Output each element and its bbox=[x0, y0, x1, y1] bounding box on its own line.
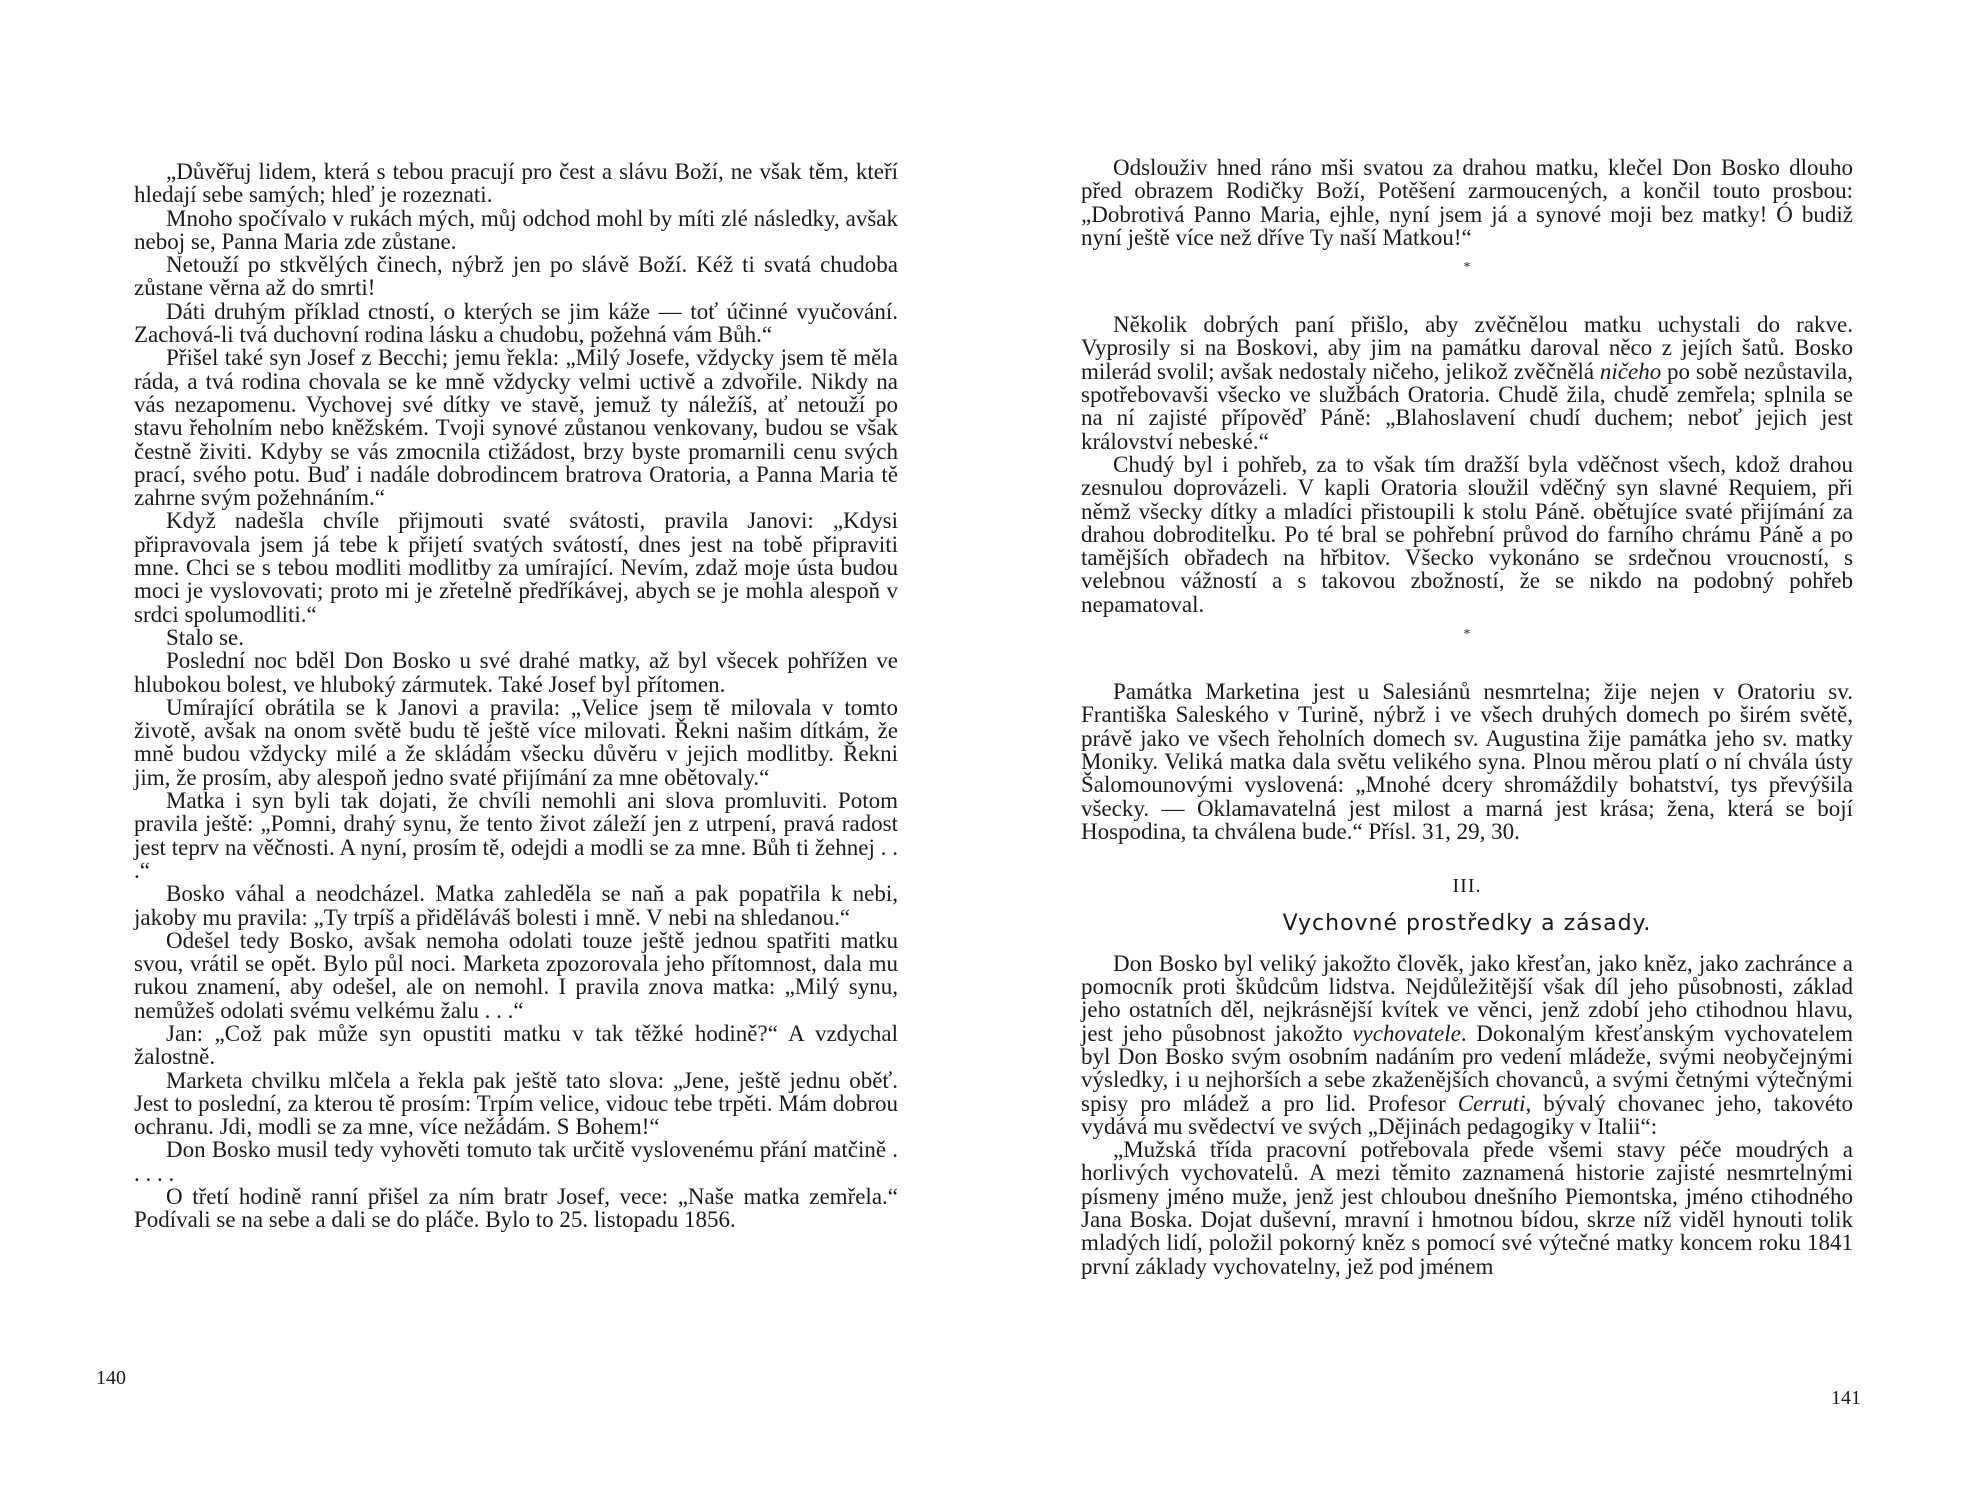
paragraph: Matka i syn byli tak dojati, že chvíli nemohli ani slova promluviti. Potom pravila ještě: „Pomni, drahý synu, že tento život záleží jen z utrpení, pravá radost jest teprv na věčnosti. A nyní, prosím tě, odejdi a modli se za mne. Bůh ti žehnej . . .“ bbox=[134, 788, 898, 883]
paragraph: Chudý byl i pohřeb, za to však tím dražší byla vděčnost všech, kdož drahou zesnulou doprovázeli. V kapli Oratoria sloužil vděčný syn slavné Requiem, při němž všecky dítky a mladíci přistoupili k stolu Páně. obětujíce svaté přijímání za drahou dobroditelku. Po té bral se pohřební průvod do farního chrámu Páně a po tamějších obřadech na hřbitov. Všecko vykonáno se srdečnou vroucností, s velebnou vážností a s takovou zbožností, že se nikdo na podobný pohřeb nepamatoval. bbox=[1081, 451, 1853, 617]
right-text-block bbox=[1081, 156, 1853, 1278]
paragraph: Marketa chvilku mlčela a řekla pak ještě tato slova: „Jene, ještě jednu oběť. Jest to poslední, za kterou tě prosím: Trpím velice, vidouc tebe trpěti. Mám dobrou ochranu. Jdi, modli se za mne, více nežádám. S Bohem!“ bbox=[134, 1067, 898, 1140]
paragraph: Jan: „Což pak může syn opustiti matku v tak těžké hodině?“ A vzdychal žalostně. bbox=[134, 1020, 898, 1070]
chapter-title: Vychovné prostředky a zásady. bbox=[1282, 911, 1652, 937]
paragraph: Přišel také syn Josef z Becchi; jemu řekla: „Milý Josefe, vždycky jsem tě měla ráda, a tvá rodina chovala se ke mně vždycky velmi uctivě a zdvořile. Nikdy na vás nezapomenu. Vychovej své dítky ve stavě, jemuž ty náležíš, ať netouží po stavu řeholním nebo kněžském. Tvoji synové zůstanou venkovany, budou se však čestně živiti. Kdyby se vás zmocnila ctižádost, brzy byste promarnili cenu svých prací, svého potu. Buď i nadále dobrodincem bratrova Oratoria, a Panna Maria tě zahrne svým požehnáním.“ bbox=[134, 345, 898, 511]
paragraph: „Mužská třída pracovní potřebovala přede všemi stavy péče moudrých a horlivých vychovatelů. A mezi těmito zaznamená historie zajisté nesmrtelnými písmeny jméno muže, jenž jest chloubou dnešního Piemontska, jméno ctihodného Jana Boska. Dojat duševní, mravní i hmotnou bídou, skrze níž viděl hynouti tolik mladých lidí, položil pokorný kněz s pomocí své výtečné matky koncem roku 1841 první základy vychovatelny, jež pod jménem bbox=[1081, 1137, 1853, 1279]
paragraph: Bosko váhal a neodcházel. Matka zahleděla se naň a pak popatřila k nebi, jakoby mu pravila: „Ty trpíš a přiděláváš bolesti i mně. V nebi na shledanou.“ bbox=[134, 881, 898, 930]
paragraph: Když nadešla chvíle přijmouti svaté svátosti, pravila Janovi: „Kdysi připravovala jsem já tebe k přijetí svatých svátostí, dnes jest na tobě připraviti mne. Chci se s tebou modliti modlitby za umírající. Nevím, zdaž moje ústa budou moci je vyslovovati; proto mi je zřetelně předříkávej, abych se je mohla alespoň v srdci spolumodliti.“ bbox=[134, 508, 898, 627]
paragraph: Památka Marketina jest u Salesiánů nesmrtelna; žije nejen v Oratoriu sv. Františka Saleského v Turině, nýbrž i ve všech druhých domech po širém světě, právě jako ve všech řeholních domech sv. Augustina žije památka jeho sv. matky Moniky. Veliká matka dala světu velikého syna. Plnou měrou platí o ní chvála ústy Šalomounovými vyslovená: „Mnohé dcery shromáždily bohatství, tys převýšila všecky. — Oklamavatelná jest milost a marná jest krása; žena, která se bojí Hospodina, ta chválena bude.“ Přísl. 31, 29, 30. bbox=[1081, 679, 1853, 844]
paragraph: Don Bosko musil tedy vyhověti tomuto tak určitě vyslovenému přání matčině . . . . . bbox=[134, 1137, 898, 1186]
paragraph: „Důvěřuj lidem, která s tebou pracují pro čest a slávu Boží, ne však těm, kteří hledají sebe samých; hleď je rozeznati. bbox=[134, 159, 898, 208]
text-run: Několik dobrých paní přišlo, aby zvěčnělou matku uchystali do rakve. Vyprosily si na Boskovi, aby jim na památku daroval něco z jejích šatů. Bosko milerád svolil; avšak nedostaly ničeho, jelikož zvěčnělá bbox=[1081, 312, 1853, 384]
paragraph: Netouží po stkvělých činech, nýbrž jen po slávě Boží. Kéž ti svatá chudoba zůstane věrna až do smrti! bbox=[134, 252, 898, 301]
left-text-block bbox=[134, 160, 898, 1232]
emphasis: Cerruti bbox=[1457, 1090, 1526, 1116]
text-run: po sobě nezůstavila, spotřebovavši všecko ve službách Oratoria. Chudě žila, chudě zemřela; splnila se na ní zajisté přípověď Páně: „Blahoslavení chudí duchem; neboť jejich jest království nebeské.“ bbox=[1081, 358, 1853, 454]
paragraph bbox=[1081, 952, 1853, 1138]
text-run: Don Bosko byl veliký jakožto člověk, jako křesťan, jako kněz, jako zachránce a pomocník proti škůdcům lidstva. Nejdůležitější však díl jeho působnosti, základ jeho ostatních děl, nejkrásnější kvítek ve věnci, jenž zdobí jeho ctihodnou hlavu, jest jeho působnost jakožto bbox=[1081, 950, 1853, 1046]
text-run: , bývalý chovanec jeho, takovéto vydává mu svědectví ve svých „Dějinách pedagogiky v Italii“: bbox=[1081, 1090, 1853, 1139]
emphasis: ničeho bbox=[1599, 358, 1662, 384]
page-number-right: 141 bbox=[1831, 1387, 1861, 1409]
emphasis: vychovatele bbox=[1352, 1020, 1461, 1046]
paragraph: Poslední noc bděl Don Bosko u své drahé matky, až byl všecek pohřížen ve hlubokou bolest, ve hluboký zármutek. Také Josef byl přítomen. bbox=[134, 648, 898, 697]
section-separator: * bbox=[1463, 260, 1471, 276]
paragraph: Mnoho spočívalo v rukách mých, můj odchod mohl by míti zlé následky, avšak neboj se, Panna Maria zde zůstane. bbox=[134, 205, 898, 254]
section-separator: * bbox=[1463, 627, 1471, 643]
right-page bbox=[993, 0, 1986, 1501]
paragraph: Umírající obrátila se k Janovi a pravila: „Velice jsem tě milovala v tomto životě, avšak na onom světě budu tě ještě více milovati. Řekni našim dítkám, že mně budou vždycky milé a že skládám všecku důvěru v jejich modlitby. Řekni jim, že prosím, aby alespoň jedno svaté přijímání za mne obětovaly.“ bbox=[134, 694, 898, 790]
paragraph: O třetí hodině ranní přišel za ním bratr Josef, vece: „Naše matka zemřela.“ Podívali se na sebe a dali se do pláče. Bylo to 25. listopadu 1856. bbox=[134, 1184, 898, 1233]
text-run: . Dokonalým křesťanským vychovatelem byl Don Bosko svým osobním nadáním pro vedení mládeže, svými neobyčejnými výsledky, i u nejhorších a sebe zkaženějších chovanců, a svými četnými výtečnými spisy pro mládež a pro lid. Profesor bbox=[1081, 1020, 1853, 1116]
paragraph: Dáti druhým příklad ctností, o kterých se jim káže — toť účinné vyučování. Zachová-li tvá duchovní rodina lásku a chudobu, požehná vám Bůh.“ bbox=[134, 298, 898, 348]
page-number-left: 140 bbox=[96, 1367, 126, 1389]
paragraph bbox=[1081, 313, 1853, 453]
chapter-number: III. bbox=[1452, 875, 1482, 898]
paragraph: Stalo se. bbox=[166, 624, 244, 650]
paragraph: Odešel tedy Bosko, avšak nemoha odolati touze ještě jednou spatřiti matku svou, vrátil se opět. Bylo půl noci. Marketa zpozorovala jeho přítomnost, dala mu rukou znamení, aby odešel, ale on nemohl. I pravila znova matka: „Milý synu, nemůžeš odolati svému velkému žalu . . .“ bbox=[134, 927, 898, 1023]
paragraph: Odslouživ hned ráno mši svatou za drahou matku, klečel Don Bosko dlouho před obrazem Rodičky Boží, Potěšení zarmoucených, a končil touto prosbou: „Dobrotivá Panno Maria, ejhle, nyní jsem já a synové moji bez matky! Ó budiž nyní ještě více než dříve Ty naší Matkou!“ bbox=[1081, 155, 1853, 250]
